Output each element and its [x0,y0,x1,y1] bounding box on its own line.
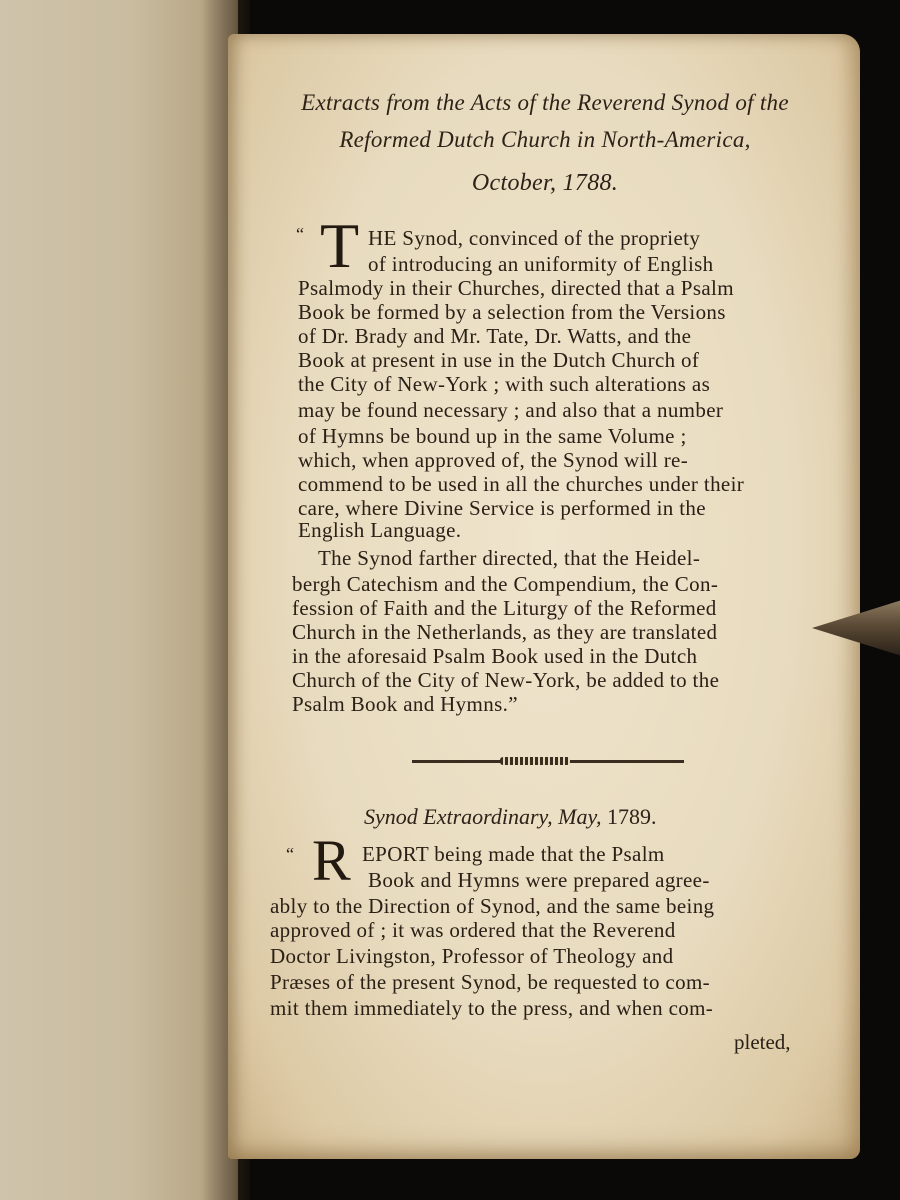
text-line: English Language. [298,518,462,542]
text-line: of Hymns be bound up in the same Volume ; [298,424,687,448]
text-line: of Dr. Brady and Mr. Tate, Dr. Watts, and the [298,324,692,348]
drop-cap-2: R [312,828,351,893]
text-line: Book and Hymns were prepared agree- [368,868,710,892]
drop-cap: T [320,210,360,281]
text-line: approved of ; it was ordered that the Reverend [270,918,676,942]
opening-quote: “ [296,224,304,244]
text-line: fession of Faith and the Liturgy of the Reformed [292,596,717,620]
text-line: commend to be used in all the churches under their [298,472,745,496]
text-line: EPORT being made that the Psalm [362,842,665,866]
text-line: of introducing an uniformity of English [368,252,714,276]
heading-date: October, 1788. [471,170,619,196]
divider-ornament [500,757,570,765]
text-line: HE Synod, convinced of the propriety [368,226,701,250]
catchword: pleted, [734,1030,791,1054]
text-line: Doctor Livingston, Professor of Theology and [270,944,674,968]
text-line: Church in the Netherlands, as they are translated [292,620,718,644]
text-line: care, where Divine Service is performed in the [298,496,706,520]
text-line: in the aforesaid Psalm Book used in the Dutch [292,644,698,668]
heading-line-2: Reformed Dutch Church in North-America, [339,127,751,152]
text-line: Psalm Book and Hymns.” [292,692,518,716]
text-line: mit them immediately to the press, and when com- [270,996,714,1020]
text-line: Book be formed by a selection from the Versions [298,300,726,324]
heading-line-1: Extracts from the Acts of the Reverend Synod of the [301,90,789,115]
text-line: bergh Catechism and the Compendium, the Con- [292,572,719,596]
text-line: the City of New-York ; with such alterations as [298,372,711,396]
text-line: may be found necessary ; and also that a number [298,398,724,422]
text-line: Psalmody in their Churches, directed that a Psalm [298,276,734,300]
section2-heading-text: Synod Extraordinary, May, [364,804,602,829]
text-line: Church of the City of New-York, be added to the [292,668,720,692]
text-line: ably to the Direction of Synod, and the same being [270,894,715,918]
text-line: Præses of the present Synod, be requested to com- [270,970,710,994]
section2-heading-year: 1789. [607,804,657,829]
text-line: which, when approved of, the Synod will re- [298,448,689,472]
opening-quote-2: “ [286,844,294,864]
text-line: Book at present in use in the Dutch Church of [298,348,700,372]
section2-heading [364,804,657,830]
text-line: The Synod farther directed, that the Heidel- [318,546,701,570]
